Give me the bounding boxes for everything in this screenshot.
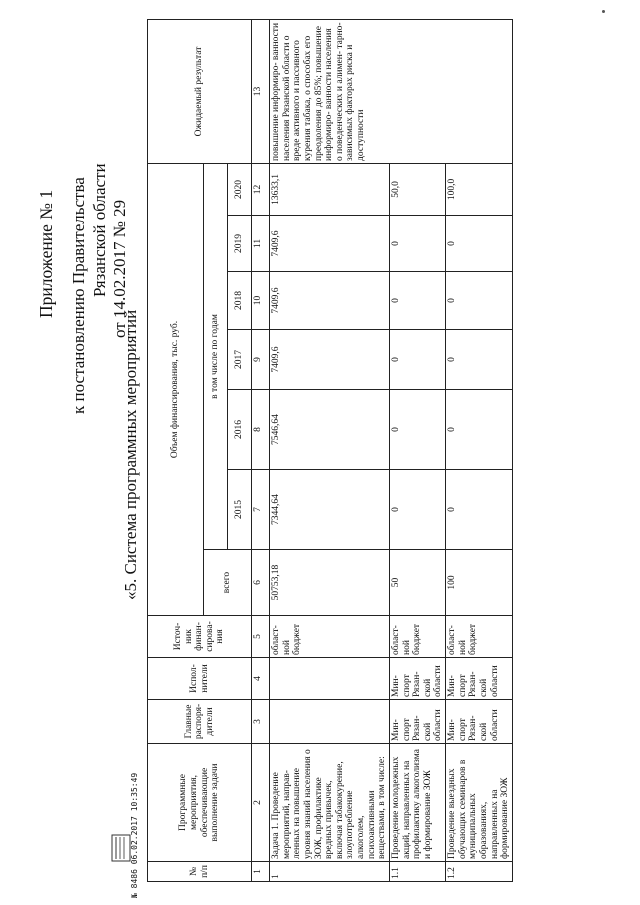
col-number: 6 xyxy=(252,550,270,616)
col-number: 4 xyxy=(252,658,270,700)
row-y2019: 0 xyxy=(389,216,445,272)
row-num: 1 xyxy=(270,862,390,882)
col-head-funding: Объем финансирования, тыс. руб. xyxy=(148,163,204,615)
row-source: област- ной бюджет xyxy=(446,616,513,658)
row-y2017: 0 xyxy=(389,330,445,390)
appendix-title: Приложение № 1 xyxy=(36,189,56,318)
row-result: повышение информиро- ванности населения Рязанской области о вреде активного и пассивного курения табака, о способах его преодоления до 85%; повышение информиро- ванности населения о поведенческих и алимен- тарно- зависимых факторах риска и доступности xyxy=(270,19,513,163)
row-manager: Мин- спорт Рязан- ской области xyxy=(446,700,513,744)
col-number: 13 xyxy=(252,19,270,163)
col-head-executors: Испол- нители xyxy=(148,658,252,700)
row-y2017: 0 xyxy=(446,330,513,390)
section-title: «5. Система программных мероприятий xyxy=(121,309,140,600)
row-executor: Мин- спорт Рязан- ской области xyxy=(389,658,445,700)
col-number: 9 xyxy=(252,330,270,390)
appendix-line-resolution: к постановлению Правительства xyxy=(69,177,88,414)
row-y2020: 50,0 xyxy=(389,163,445,215)
row-total: 50 xyxy=(389,550,445,616)
appendix-line-date: от 14.02.2017 № 29 xyxy=(110,199,129,338)
row-y2019: 7409,6 xyxy=(270,216,390,272)
row-y2015: 0 xyxy=(446,470,513,550)
col-number: 7 xyxy=(252,470,270,550)
row-manager xyxy=(270,700,390,744)
row-y2018: 0 xyxy=(446,272,513,330)
row-source: област- ной бюджет xyxy=(270,616,390,658)
col-head-year: 2015 xyxy=(228,470,252,550)
col-head-managers: Главные распоря- дители xyxy=(148,700,252,744)
row-num: 1.1 xyxy=(389,862,445,882)
col-head-result: Ожидаемый результат xyxy=(148,19,252,163)
scan-speck xyxy=(602,10,605,13)
col-number: 8 xyxy=(252,390,270,470)
row-source: област- ной бюджет xyxy=(389,616,445,658)
col-head-year: 2017 xyxy=(228,330,252,390)
col-head-num: № п/п xyxy=(148,862,252,882)
col-number: 10 xyxy=(252,272,270,330)
row-y2020: 13633,1 xyxy=(270,163,390,215)
row-y2015: 0 xyxy=(389,470,445,550)
col-number: 5 xyxy=(252,616,270,658)
col-head-year: 2019 xyxy=(228,216,252,272)
col-number: 11 xyxy=(252,216,270,272)
col-head-year: 2016 xyxy=(228,390,252,470)
row-event: Проведение выездных обучающих семинаров в муниципальных образованиях, направленных на формирование ЗОЖ xyxy=(446,744,513,862)
program-events-table xyxy=(147,20,511,882)
row-y2018: 0 xyxy=(389,272,445,330)
col-head-source: Источ- ник финан- сирова- ния xyxy=(148,616,252,658)
row-y2016: 7546,64 xyxy=(270,390,390,470)
col-number: 3 xyxy=(252,700,270,744)
col-number: 2 xyxy=(252,744,270,862)
row-manager: Мин- спорт Рязан- ской области xyxy=(389,700,445,744)
row-y2016: 0 xyxy=(389,390,445,470)
row-total: 50753,18 xyxy=(270,550,390,616)
row-y2016: 0 xyxy=(446,390,513,470)
row-y2015: 7344,64 xyxy=(270,470,390,550)
registry-stamp-icon xyxy=(110,833,132,863)
row-y2018: 7409,6 xyxy=(270,272,390,330)
row-event: Проведение молодежных акций, направленных на профилактику алкоголизма и формирование ЗОЖ xyxy=(389,744,445,862)
row-y2019: 0 xyxy=(446,216,513,272)
row-y2020: 100,0 xyxy=(446,163,513,215)
row-num: 1.2 xyxy=(446,862,513,882)
col-head-by-years: в том числе по годам xyxy=(204,163,228,549)
col-head-year: 2020 xyxy=(228,163,252,215)
table-row xyxy=(270,19,390,881)
registration-stamp: № 8486 06.02.2017 10:35:49 xyxy=(130,772,139,898)
row-executor: Мин- спорт Рязан- ской области xyxy=(446,658,513,700)
row-total: 100 xyxy=(446,550,513,616)
col-head-year: 2018 xyxy=(228,272,252,330)
row-y2017: 7409,6 xyxy=(270,330,390,390)
col-head-total: всего xyxy=(204,550,252,616)
appendix-line-region: Рязанской области xyxy=(90,163,109,297)
row-executor xyxy=(270,658,390,700)
col-number: 12 xyxy=(252,163,270,215)
col-number: 1 xyxy=(252,862,270,882)
column-number-row xyxy=(252,19,270,881)
row-event: Задача 1. Проведение мероприятий, направ- ленных на повышение уровня знаний населения о ЗОЖ, профилактике вредных привычек, включая табакокурение, злоупотребление алкоголем, психоактивными веществами, в том числе: xyxy=(270,744,390,862)
col-head-events: Программные мероприятия, обеспечивающие выполнение задачи xyxy=(148,744,252,862)
